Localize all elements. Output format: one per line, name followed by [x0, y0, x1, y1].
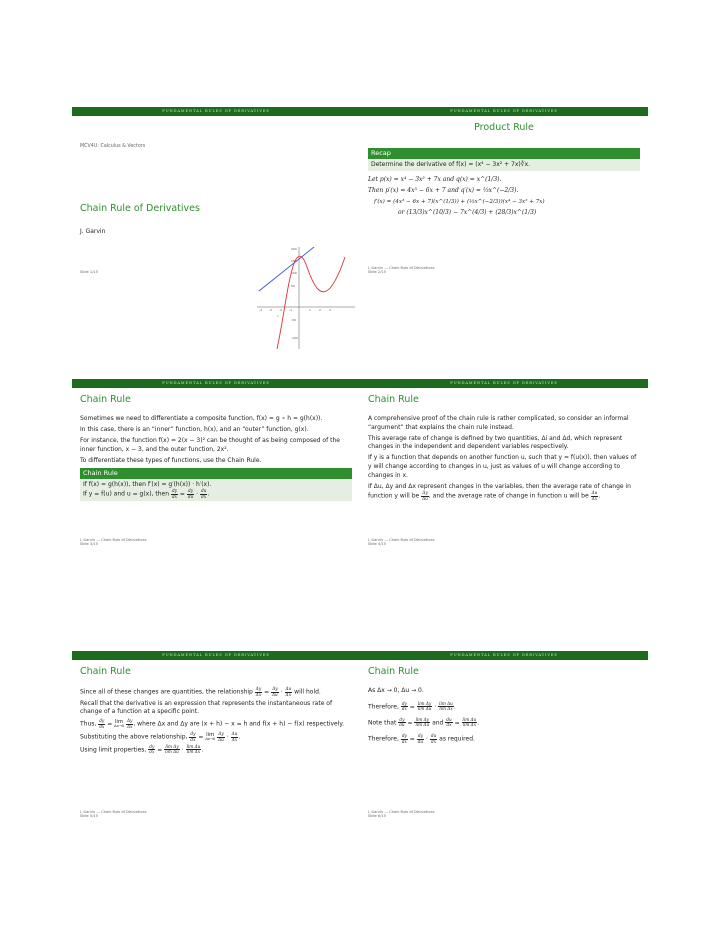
x-tick-label: -1 — [289, 308, 292, 312]
dy-dx: $\frac{dy}{dx}$ — [171, 488, 177, 499]
chain-rule-block — [80, 468, 352, 501]
line-let: Let p(x) = x⁴ − 3x² + 7x and q(x) = x^(1/3). — [368, 176, 502, 184]
header-label: FUNDAMENTAL RULES OF DERIVATIVES — [162, 652, 270, 657]
header-label: FUNDAMENTAL RULES OF DERIVATIVES — [162, 380, 270, 385]
author-name: J. Garvin — [80, 228, 106, 235]
slide-body — [80, 687, 352, 758]
slide-4 — [360, 379, 648, 551]
slide-header-bar — [72, 107, 360, 116]
slide-body — [368, 146, 640, 221]
paragraph-4: Therefore, $\frac{dy}{dx}$ = $\frac{dy}{du}$ · $\frac{du}{dx}$ as required. — [368, 733, 475, 744]
slide-number: Slide 2/15 — [368, 270, 386, 275]
slide-body — [368, 687, 640, 747]
function-curve — [277, 256, 345, 349]
paragraph-4-a: If Δu, Δy and Δx represent changes in the variables, then the average rate of change in function y will be — [368, 482, 631, 500]
paragraph-2-a: Therefore, — [368, 703, 399, 711]
slide-header-bar — [360, 107, 648, 116]
slide-footer — [368, 266, 434, 275]
slide-title: Product Rule — [474, 122, 534, 133]
x-tick-label: -4 — [259, 308, 262, 312]
paragraph-3-a: Thus, — [80, 721, 97, 729]
slide-6 — [360, 651, 648, 823]
paragraph-1: A comprehensive proof of the chain rule is rather complicated, so consider an informal “argument” that explains the chain rule instead. — [368, 415, 629, 431]
slide-footer — [368, 810, 434, 819]
paragraph-4-b: as required. — [439, 735, 475, 743]
y-tick-label: -100 — [291, 336, 298, 340]
slide-title: Chain Rule — [80, 666, 131, 677]
paragraph-1-b: will hold. — [294, 688, 321, 696]
header-label: FUNDAMENTAL RULES OF DERIVATIVES — [450, 108, 558, 113]
paragraph-3: Note that $\frac{dy}{du}$ = $\frac{\text{lim Δy}}{\text{lim Δu}}$ and $\frac{du}{dx}$ = $\frac{\text{lim Δu}}{\text{lim Δx}}$ . — [368, 716, 480, 728]
slide-number: Slide 5/15 — [80, 814, 98, 819]
paragraph-3-b: and — [432, 719, 444, 727]
footer-text: J. Garvin — Chain Rule of Derivatives — [80, 537, 147, 542]
title-graph-plot — [257, 247, 355, 349]
paragraph-4-a: Substituting the above relationship, — [80, 733, 188, 741]
block-title: Chain Rule — [80, 468, 352, 479]
slide-title: Chain Rule — [368, 394, 419, 405]
x-tick-labels — [259, 308, 331, 312]
footer-text: J. Garvin — Chain Rule of Derivatives — [368, 809, 435, 814]
paragraph-4-a: Therefore, — [368, 735, 399, 743]
x-tick-label: 2 — [319, 308, 321, 312]
slide-number: Slide 3/15 — [80, 542, 98, 547]
header-label: FUNDAMENTAL RULES OF DERIVATIVES — [162, 108, 270, 113]
block-body — [80, 479, 352, 502]
dy-over-du: $\frac{\Delta y}{\Delta u}$ — [422, 490, 428, 501]
x-tick-label: -3 — [269, 308, 272, 312]
slide-header-bar — [360, 379, 648, 388]
paragraph-4-b: , and the average rate of change in function u will be — [428, 492, 589, 500]
paragraph-3: If y is a function that depends on another function u, such that y = f(u(x)), then values of y will change according to changes in u, just as values of u will change according to changes in x. — [368, 454, 637, 479]
line-simplified: or (13/3)x^(10/3) − 7x^(4/3) + (28/3)x^(1/3) — [398, 209, 537, 217]
y-tick-label: 100 — [291, 271, 297, 275]
block-line-1: If f(x) = g(h(x)), then f′(x) = g′(h(x)) · h′(x). — [83, 480, 212, 488]
paragraph-5-a: Using limit properties, — [80, 746, 147, 754]
paragraph-2: This average rate of change is defined by two quantities, Δi and Δd, which represent changes in the independent and dependent variables respectively. — [368, 434, 623, 451]
paragraph-1-a: Since all of these changes are quantities, the relationship — [80, 688, 253, 696]
slide-5 — [72, 651, 360, 823]
paragraph-4: If Δu, Δy and Δx represent changes in the variables, then the average rate of change in function y will be $\frac{\Delta y}{\Delta u}$ , and the average rate of change in function u will be $\frac{\Delta u}{\Delta x}$ . — [368, 482, 631, 501]
footer-text: J. Garvin — Chain Rule of Derivatives — [80, 809, 147, 814]
x-axis-label: x — [277, 314, 279, 318]
slide-3 — [72, 379, 360, 551]
block-line-2: If y = f(u) and u = g(x), then $\frac{dy}{dx}$ = $\frac{dy}{du}$ · $\frac{du}{dx}$ . — [83, 488, 210, 499]
course-label: MCV4U: Calculus & Vectors — [80, 144, 146, 149]
slide-2 — [360, 107, 648, 279]
y-tick-label: 200 — [291, 247, 297, 251]
block-line-2-text: If y = f(u) and u = g(x), then — [83, 490, 170, 498]
slide-number: Slide 4/15 — [368, 542, 386, 547]
x-tick-label: 1 — [309, 308, 311, 312]
paragraph-3: Thus, $\frac{dy}{dx}$ = lim Δx→0 $\frac{\Delta y}{\Delta x}$ , where Δx and Δy are (x + h) − x = h and f(x + h) − f(x) respectively. — [80, 718, 345, 730]
paragraph-2: In this case, there is an “inner” function, h(x), and an “outer” function, g(x). — [80, 426, 309, 434]
line-then: Then p′(x) = 4x³ − 6x + 7 and q′(x) = ⅓x^(−2/3). — [368, 187, 519, 195]
paragraph-5: Using limit properties, $\frac{dy}{dx}$ = $\frac{\text{lim Δy}}{\text{lim Δu}}$ · $\frac{\text{lim Δu}}{\text{lim Δx}}$ . — [80, 743, 204, 755]
footer-text: J. Garvin — Chain Rule of Derivatives — [368, 537, 435, 542]
y-tick-label: 150 — [291, 259, 297, 263]
header-label: FUNDAMENTAL RULES OF DERIVATIVES — [450, 652, 558, 657]
paragraph-2: Therefore, $\frac{dy}{dx}$ = $\frac{\text{lim Δy}}{\text{lim Δu}}$ · $\frac{\text{lim Δu}}{\text{lim Δx}}$ . — [368, 700, 456, 712]
slide-body — [368, 415, 640, 504]
slide-header-bar — [360, 651, 648, 660]
header-label: FUNDAMENTAL RULES OF DERIVATIVES — [450, 380, 558, 385]
paragraph-4: Substituting the above relationship, $\frac{dy}{dx}$ = lim Δx→0 $\frac{\Delta y}{\Delta u}$ · $\frac{\Delta u}{\Delta x}$ . — [80, 731, 241, 742]
paragraph-1: Since all of these changes are quantities, the relationship $\frac{\Delta y}{\Delta x}$ = $\frac{\Delta y}{\Delta u}$ · $\frac{\Delta u}{\Delta x}$ will hold. — [80, 686, 321, 697]
recap-block — [368, 148, 640, 171]
paragraph-3-a: Note that — [368, 719, 397, 727]
du-over-dx: $\frac{\Delta u}{\Delta x}$ — [591, 490, 598, 501]
slide-title: Chain Rule — [368, 666, 419, 677]
paragraph-4: To differentiate these types of functions, use the Chain Rule. — [80, 456, 262, 464]
block-text: Determine the derivative of f(x) = (x⁴ − 3x² + 7x)∛x. — [368, 159, 640, 172]
slide-header-bar — [72, 379, 360, 388]
du-dx: $\frac{du}{dx}$ — [200, 488, 207, 499]
dy-du: $\frac{dy}{du}$ — [187, 488, 194, 499]
slide-body — [80, 415, 352, 505]
y-tick-label: -50 — [291, 318, 296, 322]
x-tick-label: -2 — [279, 308, 282, 312]
block-title: Recap — [368, 148, 640, 159]
footer-text: J. Garvin — Chain Rule of Derivatives — [368, 265, 435, 270]
slide-number: Slide 6/15 — [368, 814, 386, 819]
paragraph-3: For instance, the function f(x) = 2(x − 3)² can be thought of as being composed of the inner function, x − 3, and the outer function, 2x². — [80, 437, 340, 453]
slide-footer — [80, 810, 146, 819]
paragraph-3-b: where Δx and Δy are (x + h) − x = h and f(x + h) − f(x) respectively. — [137, 721, 345, 729]
paragraph-1: Sometimes we need to differentiate a composite function, f(x) = g ∘ h = g(h(x)). — [80, 415, 323, 422]
paragraph-1: As Δx → 0, Δu → 0. — [368, 687, 424, 694]
slide-header-bar — [72, 651, 360, 660]
slide-title: Chain Rule — [80, 394, 131, 405]
x-tick-label: 3 — [329, 308, 331, 312]
y-tick-label: 50 — [291, 284, 295, 288]
paragraph-2: Recall that the derivative is an expression that represents the instantaneous rate of change of a function at a specific point. — [80, 699, 333, 716]
presentation-title: Chain Rule of Derivatives — [80, 203, 200, 214]
slide-number: Slide 1/15 — [80, 270, 98, 275]
slide-footer — [368, 538, 434, 547]
slide-footer — [80, 538, 146, 547]
line-derivative: f′(x) = (4x³ − 6x + 7)(x^(1/3)) + (⅓x^(−2/3))(x⁴ − 3x² + 7x) — [374, 199, 545, 206]
